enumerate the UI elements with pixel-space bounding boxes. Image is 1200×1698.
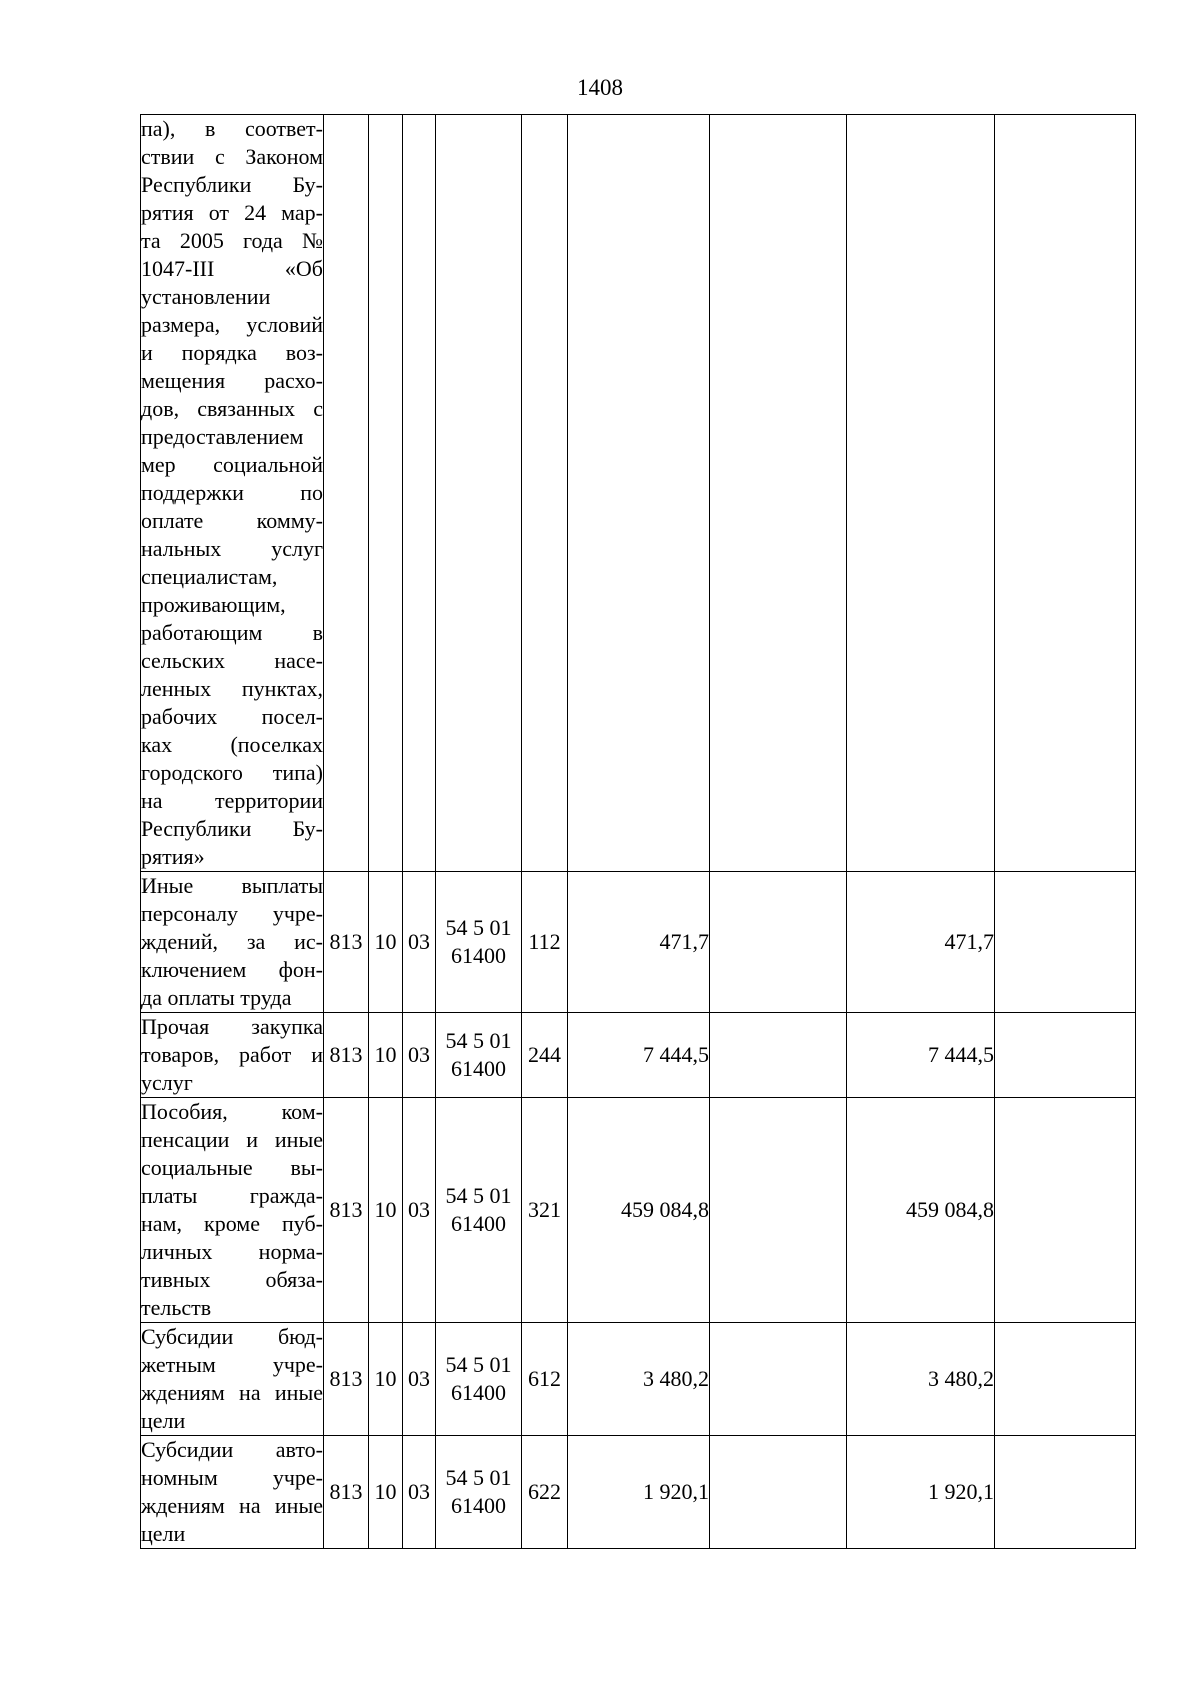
target-article-line: 61400 [451, 1380, 506, 1405]
row-description [141, 1436, 324, 1549]
table-row [141, 1013, 1136, 1098]
ministry-code-cell: 813 [324, 872, 369, 1013]
description-line: ждений, за ис- [141, 929, 323, 954]
description-line: цели [141, 1521, 186, 1546]
row-description [141, 872, 324, 1013]
description-line: работающим в [141, 620, 323, 645]
expense-type-cell: 622 [522, 1436, 568, 1549]
description-line: предоставлением [141, 424, 304, 449]
description-line: номным учре- [141, 1465, 323, 1490]
description-line: нам, кроме пуб- [141, 1211, 323, 1236]
description-line: Иные выплаты [141, 873, 323, 898]
table-row [141, 1098, 1136, 1323]
ministry-code-cell [324, 115, 369, 872]
target-article-line: 61400 [451, 1493, 506, 1518]
description-line: мер социальной [141, 452, 323, 477]
amount-cell [710, 1013, 847, 1098]
row-description [141, 1013, 324, 1098]
expense-type-cell: 321 [522, 1098, 568, 1323]
target-article-line: 61400 [451, 943, 506, 968]
row-description [141, 1323, 324, 1436]
target-article-line: 54 5 01 [445, 1465, 512, 1490]
expense-type-cell [522, 115, 568, 872]
page-number: 1408 [577, 75, 623, 100]
amount-cell [995, 115, 1136, 872]
ministry-code-cell: 813 [324, 1436, 369, 1549]
section-code-cell: 10 [369, 1436, 403, 1549]
table-body [141, 115, 1136, 1549]
description-line: ждениям на иные [141, 1380, 323, 1405]
amount-cell [710, 1098, 847, 1323]
description-line: персоналу учре- [141, 901, 323, 926]
expense-type-cell: 612 [522, 1323, 568, 1436]
description-line: мещения расхо- [141, 368, 323, 393]
target-article-line: 54 5 01 [445, 1352, 512, 1377]
description-line: проживающим, [141, 592, 286, 617]
table-row [141, 1436, 1136, 1549]
description-line: рабочих посел- [141, 704, 323, 729]
description-line: социальные вы- [141, 1155, 323, 1180]
expense-type-cell: 112 [522, 872, 568, 1013]
section-code-cell: 10 [369, 1098, 403, 1323]
amount-cell [710, 872, 847, 1013]
target-article-cell [436, 1098, 522, 1323]
amount-cell: 471,7 [847, 872, 995, 1013]
table-row [141, 872, 1136, 1013]
target-article-cell [436, 1436, 522, 1549]
description-line: Субсидии авто- [141, 1437, 323, 1462]
description-line: товаров, работ и [141, 1042, 323, 1067]
amount-cell [710, 1323, 847, 1436]
amount-total-cell: 471,7 [568, 872, 710, 1013]
description-line: Пособия, ком- [141, 1099, 323, 1124]
amount-cell: 7 444,5 [847, 1013, 995, 1098]
row-description [141, 1098, 324, 1323]
description-line: тивных обяза- [141, 1267, 323, 1292]
description-line: нальных услуг [141, 536, 323, 561]
section-code-cell: 10 [369, 1013, 403, 1098]
amount-total-cell: 3 480,2 [568, 1323, 710, 1436]
description-line: дов, связанных с [141, 396, 323, 421]
ministry-code-cell: 813 [324, 1013, 369, 1098]
subsection-code-cell: 03 [403, 872, 436, 1013]
amount-cell [995, 1436, 1136, 1549]
subsection-code-cell: 03 [403, 1436, 436, 1549]
amount-cell [995, 872, 1136, 1013]
table-row [141, 115, 1136, 872]
description-line: услуг [141, 1070, 193, 1095]
description-line: цели [141, 1408, 186, 1433]
amount-cell [847, 115, 995, 872]
description-line: ждениям на иные [141, 1493, 323, 1518]
description-line: ствии с Законом [141, 144, 323, 169]
subsection-code-cell: 03 [403, 1323, 436, 1436]
target-article-line: 61400 [451, 1056, 506, 1081]
amount-cell [995, 1013, 1136, 1098]
target-article-line: 54 5 01 [445, 1028, 512, 1053]
target-article-line: 61400 [451, 1211, 506, 1236]
description-line: личных норма- [141, 1239, 323, 1264]
description-line: ках (поселках [141, 732, 323, 757]
description-line: жетным учре- [141, 1352, 323, 1377]
amount-cell [995, 1323, 1136, 1436]
description-line: ленных пунктах, [141, 676, 323, 701]
table-row [141, 1323, 1136, 1436]
amount-cell: 3 480,2 [847, 1323, 995, 1436]
amount-cell: 1 920,1 [847, 1436, 995, 1549]
description-line: тельств [141, 1295, 212, 1320]
ministry-code-cell: 813 [324, 1323, 369, 1436]
description-line: па), в соответ- [141, 116, 323, 141]
subsection-code-cell [403, 115, 436, 872]
description-line: рятия от 24 мар- [141, 200, 323, 225]
description-line: специалистам, [141, 564, 278, 589]
amount-cell: 459 084,8 [847, 1098, 995, 1323]
description-line: Субсидии бюд- [141, 1324, 323, 1349]
description-line: размера, условий [141, 312, 323, 337]
description-line: на территории [141, 788, 323, 813]
target-article-cell [436, 1013, 522, 1098]
amount-total-cell: 1 920,1 [568, 1436, 710, 1549]
row-description [141, 115, 324, 872]
amount-total-cell [568, 115, 710, 872]
expense-type-cell: 244 [522, 1013, 568, 1098]
description-line: рятия» [141, 844, 205, 869]
budget-table [140, 114, 1136, 1549]
description-line: установлении [141, 284, 271, 309]
amount-total-cell: 7 444,5 [568, 1013, 710, 1098]
description-line: пенсации и иные [141, 1127, 323, 1152]
description-line: Прочая закупка [141, 1014, 323, 1039]
description-line: да оплаты труда [141, 985, 292, 1010]
section-code-cell: 10 [369, 1323, 403, 1436]
description-line: 1047-III «Об [141, 256, 323, 281]
description-line: Республики Бу- [141, 816, 323, 841]
amount-cell [710, 1436, 847, 1549]
target-article-cell [436, 1323, 522, 1436]
amount-total-cell: 459 084,8 [568, 1098, 710, 1323]
description-line: оплате комму- [141, 508, 323, 533]
target-article-line: 54 5 01 [445, 1183, 512, 1208]
description-line: Республики Бу- [141, 172, 323, 197]
description-line: городского типа) [141, 760, 323, 785]
target-article-cell [436, 872, 522, 1013]
description-line: и порядка воз- [141, 340, 323, 365]
target-article-line: 54 5 01 [445, 915, 512, 940]
description-line: поддержки по [141, 480, 323, 505]
section-code-cell [369, 115, 403, 872]
section-code-cell: 10 [369, 872, 403, 1013]
subsection-code-cell: 03 [403, 1098, 436, 1323]
description-line: та 2005 года № [141, 228, 323, 253]
description-line: сельских насе- [141, 648, 323, 673]
subsection-code-cell: 03 [403, 1013, 436, 1098]
target-article-cell [436, 115, 522, 872]
description-line: ключением фон- [141, 957, 323, 982]
description-line: платы гражда- [141, 1183, 323, 1208]
amount-cell [710, 115, 847, 872]
amount-cell [995, 1098, 1136, 1323]
ministry-code-cell: 813 [324, 1098, 369, 1323]
